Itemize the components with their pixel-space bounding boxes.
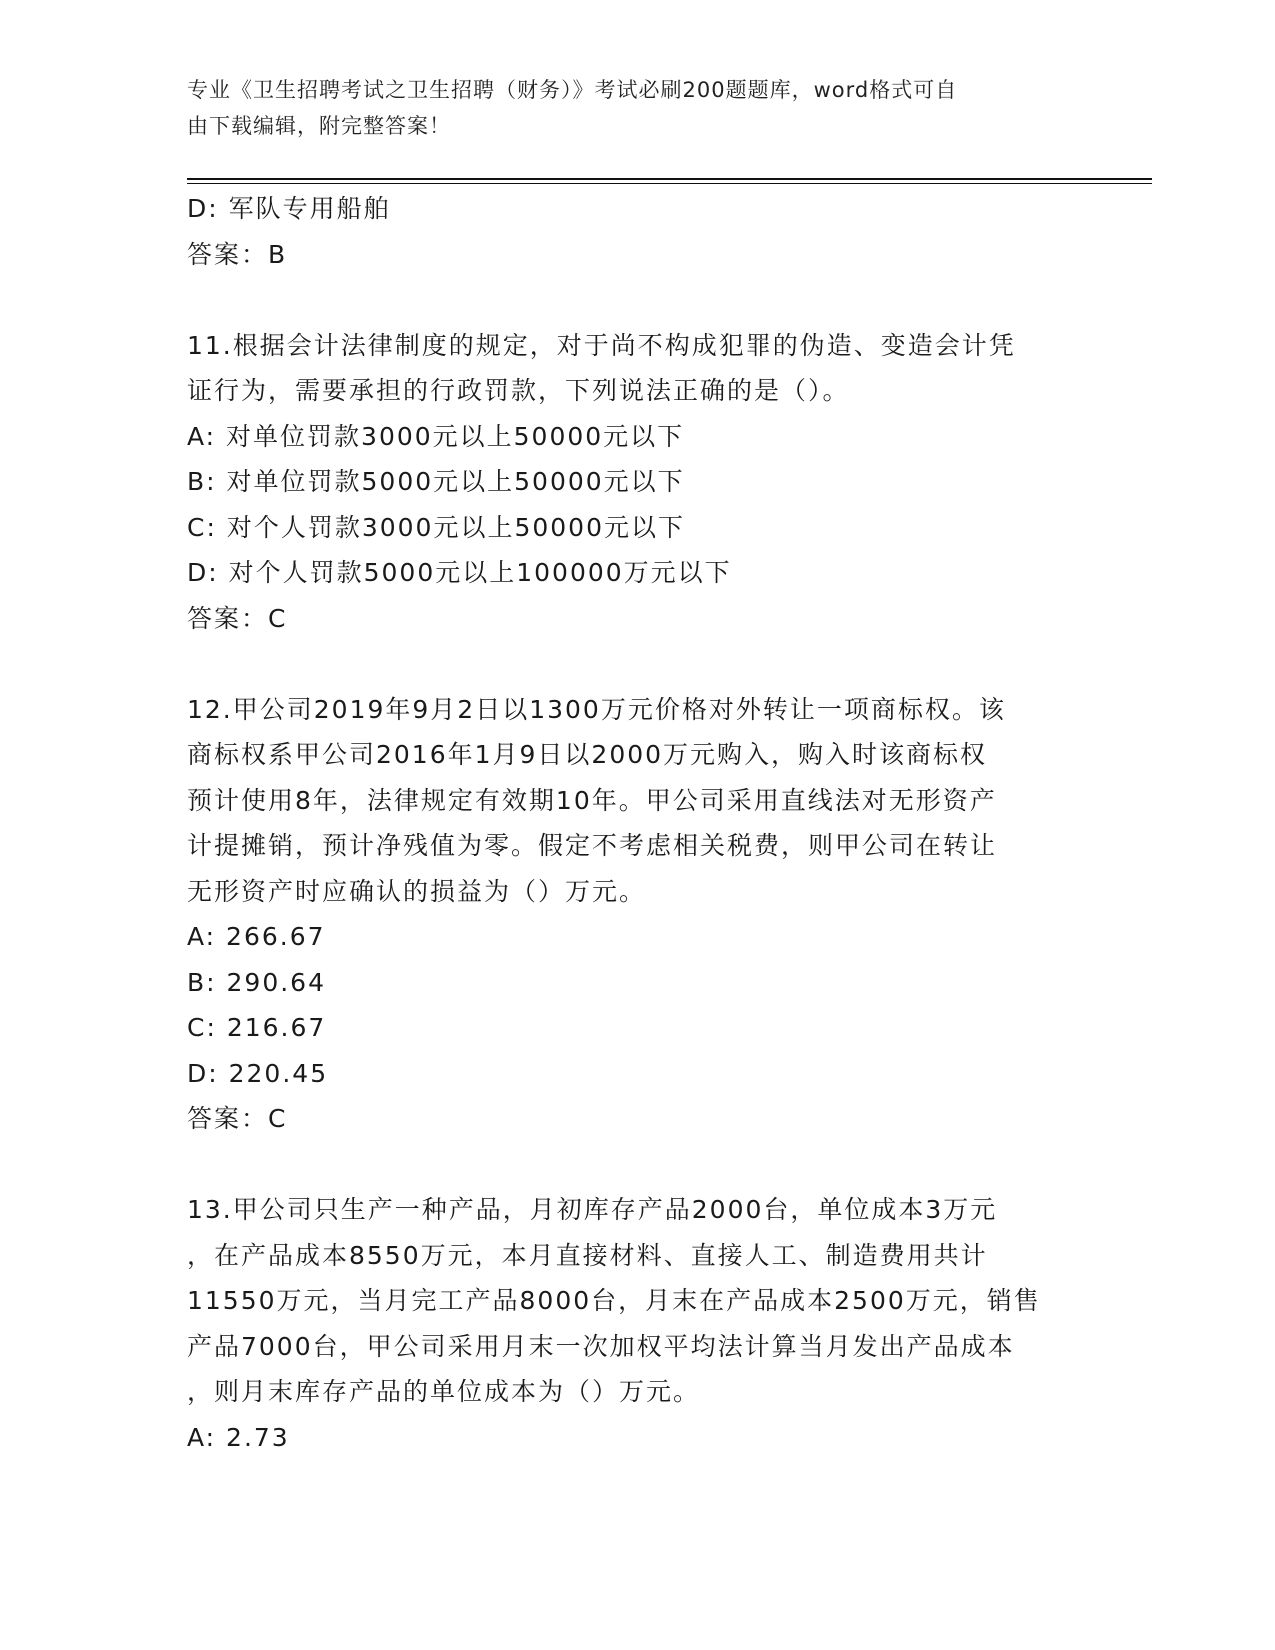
header-line-1: 专业《卫生招聘考试之卫生招聘（财务）》考试必刷200题题库，word格式可自 (187, 78, 958, 102)
answer: 答案：C (187, 603, 288, 633)
option-b: B: 对单位罚款5000元以上50000元以下 (187, 467, 685, 496)
question-stem-line: 无形资产时应确认的损益为（）万元。 (187, 876, 647, 906)
question-13 (187, 1187, 1087, 1460)
question-stem-line: 12.甲公司2019年9月2日以1300万元价格对外转让一项商标权。该 (187, 694, 1006, 724)
question-stem-line: ，在产品成本8550万元，本月直接材料、直接人工、制造费用共计 (187, 1240, 988, 1270)
spacer (187, 641, 1087, 687)
header-line-2: 由下载编辑，附完整答案！ (187, 114, 451, 138)
question-stem-line: 13.甲公司只生产一种产品，月初库存产品2000台，单位成本3万元 (187, 1195, 998, 1224)
question-stem-line: 预计使用8年，法律规定有效期10年。甲公司采用直线法对无形资产 (187, 785, 997, 815)
option-c: C: 216.67 (187, 1013, 327, 1042)
option-d: D: 对个人罚款5000元以上100000万元以下 (187, 558, 732, 587)
question-stem-line: 计提摊销，预计净残值为零。假定不考虑相关税费，则甲公司在转让 (187, 831, 998, 860)
option-d: D: 220.45 (187, 1058, 329, 1088)
header-rule-thin (187, 183, 1152, 184)
question-stem-line: 商标权系甲公司2016年1月9日以2000万元购入，购入时该商标权 (187, 740, 988, 769)
option-a: A: 对单位罚款3000元以上50000元以下 (187, 421, 685, 451)
question-stem-line: ，则月末库存产品的单位成本为（）万元。 (187, 1377, 701, 1406)
prev-answer: 答案：B (187, 239, 288, 269)
question-11 (187, 323, 1087, 642)
question-content (187, 186, 1087, 1460)
question-stem-line: 11.根据会计法律制度的规定，对于尚不构成犯罪的伪造、变造会计凭 (187, 330, 1016, 360)
question-stem-line: 11550万元，当月完工产品8000台，月末在产品成本2500万元，销售 (187, 1286, 1041, 1315)
document-header (187, 72, 1067, 144)
question-stem-line: 证行为，需要承担的行政罚款，下列说法正确的是（）。 (187, 376, 850, 405)
spacer (187, 277, 1087, 323)
answer: 答案：C (187, 1104, 288, 1133)
spacer (187, 1142, 1087, 1188)
option-a: A: 266.67 (187, 922, 326, 951)
question-stem-line: 产品7000台，甲公司采用月末一次加权平均法计算当月发出产品成本 (187, 1331, 1015, 1361)
option-b: B: 290.64 (187, 967, 326, 997)
question-12 (187, 687, 1087, 1142)
header-rule-thick (187, 178, 1152, 180)
prev-option-d: D: 军队专用船舶 (187, 194, 391, 223)
option-c: C: 对个人罚款3000元以上50000元以下 (187, 512, 685, 542)
option-a: A: 2.73 (187, 1422, 290, 1452)
